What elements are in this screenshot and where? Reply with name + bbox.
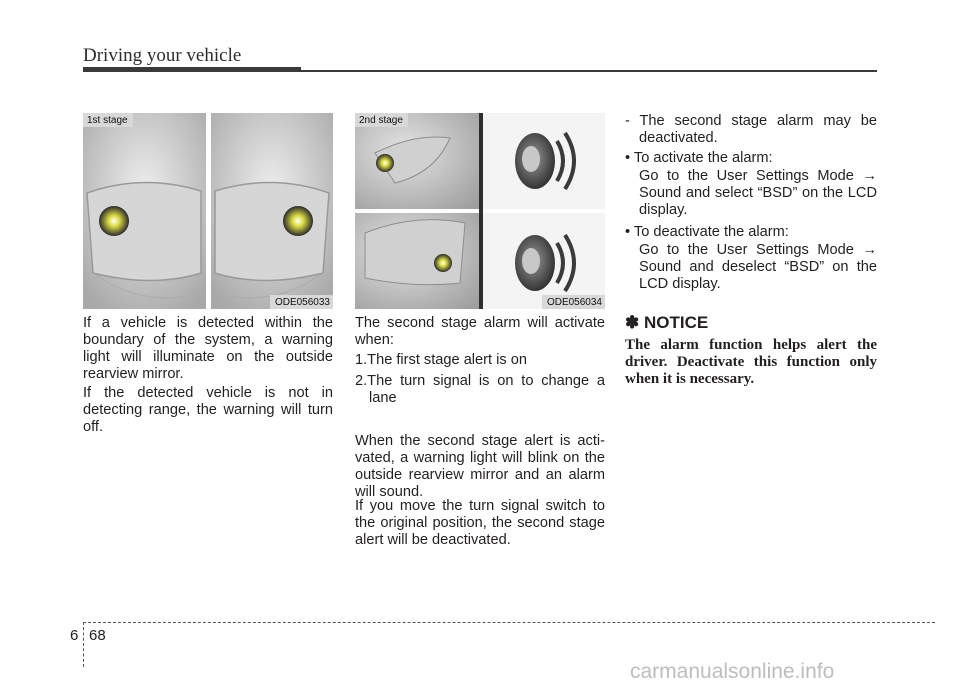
figure-stage-label: 2nd stage	[355, 113, 408, 127]
header-rule-thin	[301, 70, 877, 72]
col3-item-deactivate: • To deactivate the alarm:	[625, 224, 789, 240]
header-title: Driving your vehicle	[83, 45, 242, 66]
alarm-illustration	[355, 113, 605, 309]
notice-title: ✽ NOTICE	[625, 313, 709, 332]
warning-light-icon	[99, 206, 129, 236]
warning-light-icon	[376, 154, 394, 172]
warning-light-icon	[434, 254, 452, 272]
col2-intro: The second stage alarm will activate when:	[355, 315, 605, 348]
footer-divider	[83, 622, 84, 667]
col2-list-item-2: 2.The turn signal is on to change a lane	[355, 373, 605, 406]
col2-paragraph-1: When the second stage alert is acti-vated, a warning light will blink on the outside rearview mirror and an alarm will sound.	[355, 433, 605, 500]
notice-body: The alarm function helps alert the driver. Deactivate this function only when it is necessary.	[625, 337, 877, 387]
header-rule-thick	[83, 67, 301, 72]
footer-rule	[83, 622, 935, 623]
col3-item-deactivated: - The second stage alarm may be deactivated.	[625, 113, 877, 146]
figure-1st-stage	[83, 113, 333, 309]
figure-code: ODE056033	[270, 295, 333, 309]
col3-deactivate-detail: Go to the User Settings Mode → Sound and deselect “BSD” on the LCD display.	[639, 242, 877, 292]
figure-stage-label: 1st stage	[83, 113, 133, 127]
col1-paragraph-2: If the detected vehicle is not in detecting range, the warning will turn off.	[83, 385, 333, 435]
chapter-number: 6	[70, 627, 79, 644]
watermark: carmanualsonline.info	[630, 660, 835, 683]
page-number: 68	[89, 627, 106, 644]
figure-code: ODE056034	[542, 295, 605, 309]
col3-item-activate: • To activate the alarm:	[625, 150, 773, 166]
col1-paragraph-1: If a vehicle is detected within the boundary of the system, a warning light will illuminate on the outside rearview mirror.	[83, 315, 333, 382]
col2-paragraph-2: If you move the turn signal switch to the original position, the second stage alert will be deactivated.	[355, 498, 605, 548]
figure-2nd-stage	[355, 113, 605, 309]
mirror-illustration	[83, 113, 333, 309]
col2-list-item-1: 1.The first stage alert is on	[355, 352, 527, 368]
warning-light-icon	[283, 206, 313, 236]
col3-activate-detail: Go to the User Settings Mode → Sound and select “BSD” on the LCD display.	[639, 168, 877, 218]
